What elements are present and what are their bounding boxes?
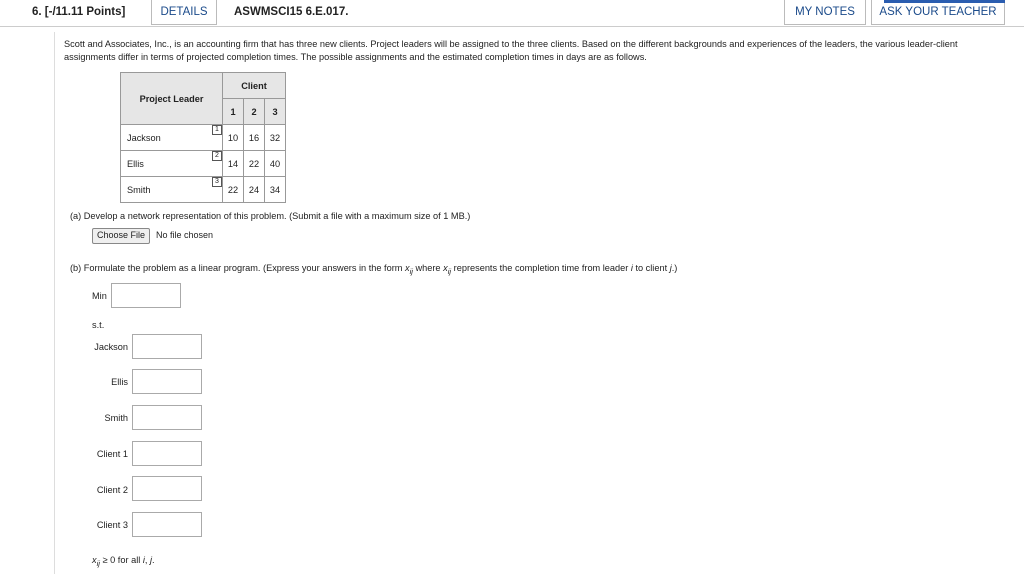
var-sub: ij <box>409 266 413 276</box>
time-cell: 22 <box>244 151 265 177</box>
time-cell: 10 <box>223 125 244 151</box>
ask-teacher-button[interactable]: ASK YOUR TEACHER <box>871 0 1005 25</box>
project-leader-header: Project Leader <box>121 73 223 125</box>
constraint-label-smith: Smith <box>104 413 128 423</box>
ask-teacher-accent <box>884 0 1005 3</box>
nonneg-text: , <box>144 555 150 565</box>
constraint-input-client-3[interactable] <box>132 512 202 537</box>
var-base: x <box>92 555 97 565</box>
my-notes-button[interactable]: MY NOTES <box>784 0 866 25</box>
constraint-label-client-1: Client 1 <box>96 449 128 459</box>
constraint-input-ellis[interactable] <box>132 369 202 394</box>
leader-cell <box>121 125 223 151</box>
file-status: No file chosen <box>156 230 214 240</box>
constraint-input-smith[interactable] <box>132 405 202 430</box>
time-cell: 16 <box>244 125 265 151</box>
time-cell: 22 <box>223 177 244 203</box>
constraint-label-jackson: Jackson <box>94 342 128 352</box>
index-j: j <box>150 555 153 565</box>
choose-file-button[interactable]: Choose File <box>92 228 150 244</box>
constraint-label-client-2: Client 2 <box>96 485 128 495</box>
part-b-text: (b) Formulate the problem as a linear program. (Express your answers in the form <box>70 263 405 273</box>
constraint-input-client-2[interactable] <box>132 476 202 501</box>
var-base: x <box>404 263 410 273</box>
constraint-label-client-3: Client 3 <box>96 520 128 530</box>
var-base: x <box>443 263 448 273</box>
part-b-text: represents the completion time from leader <box>451 263 631 273</box>
client-col-3: 3 <box>265 99 286 125</box>
constraint-input-jackson[interactable] <box>132 334 202 359</box>
client-col-1: 1 <box>223 99 244 125</box>
var-x <box>443 263 452 276</box>
leader-name: Smith <box>127 184 151 195</box>
part-b-text: to client <box>632 263 670 273</box>
index-j: j <box>669 263 672 273</box>
nonnegativity-constraint <box>92 555 155 568</box>
constraint-input-client-1[interactable] <box>132 441 202 466</box>
objective-input[interactable] <box>111 283 181 308</box>
table-row <box>121 177 286 203</box>
client-header: Client <box>223 73 286 99</box>
st-label: s.t. <box>92 320 105 330</box>
leader-cell <box>121 151 223 177</box>
nonneg-text: ≥ 0 for all <box>100 555 143 565</box>
details-button[interactable]: DETAILS <box>151 0 217 25</box>
client-col-2: 2 <box>244 99 265 125</box>
leader-name: Jackson <box>127 132 161 143</box>
var-x <box>92 555 100 568</box>
leader-index: 3 <box>212 177 222 187</box>
index-i: i <box>630 263 633 273</box>
time-cell: 40 <box>265 151 286 177</box>
leader-name: Ellis <box>127 158 144 169</box>
var-x <box>404 263 413 276</box>
part-b-text: where <box>412 263 444 273</box>
question-number: 6. [-/11.11 Points] <box>32 6 126 18</box>
nonneg-text: . <box>152 555 155 565</box>
leader-index: 2 <box>212 151 222 161</box>
part-a-prompt: (a) Develop a network representation of this problem. (Submit a file with a maximum size of 1 MB.) <box>70 211 471 221</box>
table-row <box>121 151 286 177</box>
min-label: Min <box>92 291 107 301</box>
leader-index: 1 <box>212 125 222 135</box>
part-b-prompt <box>70 263 677 276</box>
constraint-label-ellis: Ellis <box>111 377 128 387</box>
problem-intro: Scott and Associates, Inc., is an accounting firm that has three new clients. Project leaders will be assigned to the three clients. Based on the different backgrounds and experiences of the leaders, the various leader-client assignments differ in terms of projected completion times. The possible assignments and the estimated completion times in days are as follows. <box>64 39 958 62</box>
question-code: ASWMSCI15 6.E.017. <box>234 6 349 18</box>
part-b-text: .) <box>671 263 678 273</box>
time-cell: 32 <box>265 125 286 151</box>
var-sub: ij <box>96 558 100 568</box>
table-row <box>121 125 286 151</box>
var-sub: ij <box>447 266 452 276</box>
leader-cell <box>121 177 223 203</box>
time-cell: 24 <box>244 177 265 203</box>
index-i: i <box>142 555 145 565</box>
header-divider <box>0 26 1024 27</box>
time-cell: 14 <box>223 151 244 177</box>
time-cell: 34 <box>265 177 286 203</box>
completion-time-table <box>120 72 286 203</box>
